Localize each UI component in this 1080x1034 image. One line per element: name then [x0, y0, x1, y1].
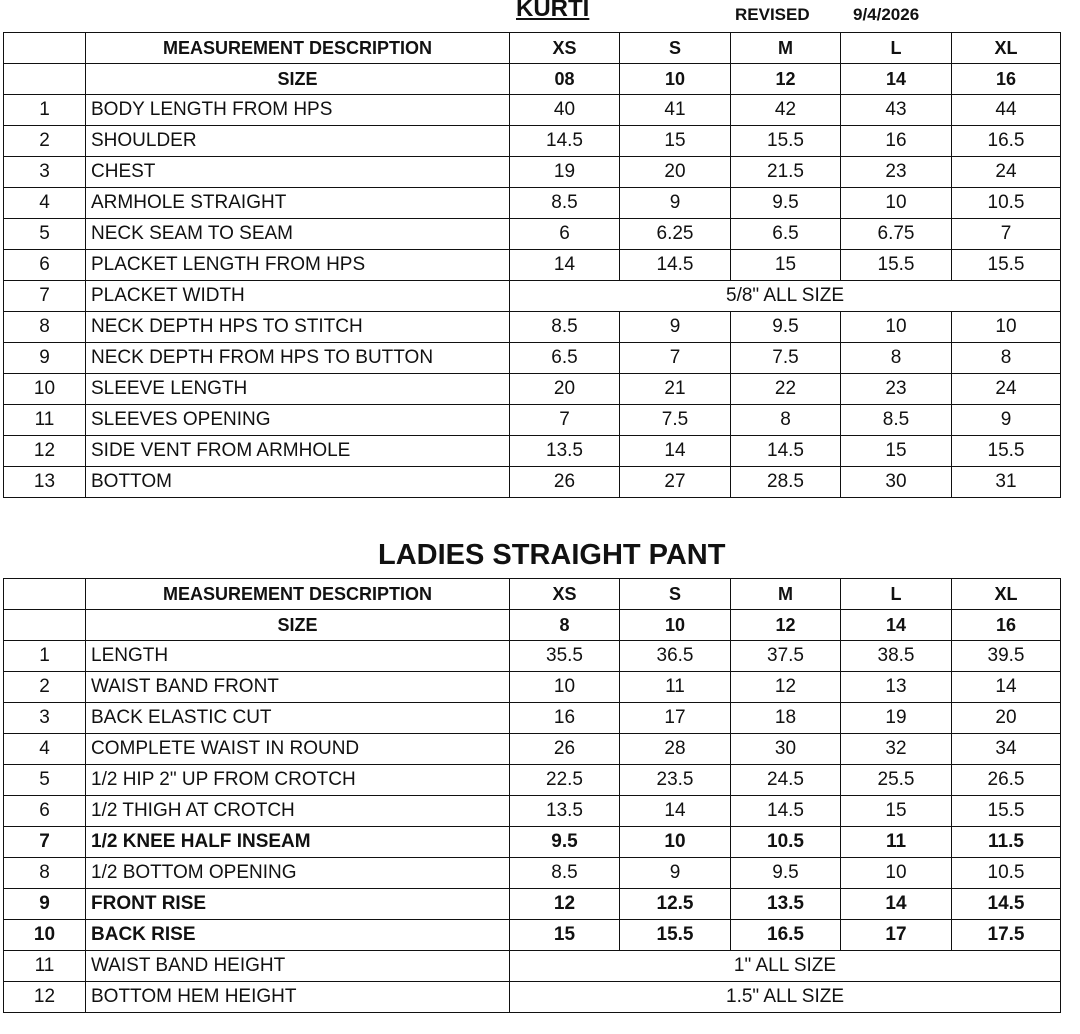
- measurement-value: 19: [510, 157, 620, 188]
- measurement-value: 6.5: [731, 219, 841, 250]
- measurement-value: 16.5: [952, 126, 1061, 157]
- measurement-value: 7.5: [620, 405, 731, 436]
- measurement-value: 10: [620, 827, 731, 858]
- size-number: 10: [620, 64, 731, 95]
- measurement-value: 11: [841, 827, 952, 858]
- table-row: [4, 219, 1061, 250]
- measurement-value: 6.5: [510, 343, 620, 374]
- row-number: 6: [4, 250, 86, 281]
- measurement-description: SHOULDER: [86, 126, 510, 157]
- size-number: 12: [731, 64, 841, 95]
- measurement-value: 24.5: [731, 765, 841, 796]
- measurement-description-header: MEASUREMENT DESCRIPTION: [86, 33, 510, 64]
- measurement-value: 15: [731, 250, 841, 281]
- table-row: [4, 95, 1061, 126]
- measurement-description: PLACKET LENGTH FROM HPS: [86, 250, 510, 281]
- size-number: 14: [841, 610, 952, 641]
- measurement-description: SLEEVE LENGTH: [86, 374, 510, 405]
- measurement-value: 9.5: [731, 188, 841, 219]
- measurement-value: 10: [952, 312, 1061, 343]
- measurement-description: 1/2 BOTTOM OPENING: [86, 858, 510, 889]
- row-number: 7: [4, 827, 86, 858]
- measurement-value: 14: [620, 436, 731, 467]
- measurement-description: BOTTOM: [86, 467, 510, 498]
- measurement-value: 43: [841, 95, 952, 126]
- measurement-description: PLACKET WIDTH: [86, 281, 510, 312]
- table-row: [4, 126, 1061, 157]
- size-number: 10: [620, 610, 731, 641]
- blank-cell: [4, 610, 86, 641]
- blank-cell: [4, 579, 86, 610]
- row-number: 4: [4, 188, 86, 219]
- measurement-value: 17.5: [952, 920, 1061, 951]
- measurement-value: 8.5: [510, 858, 620, 889]
- measurement-value: 13.5: [731, 889, 841, 920]
- size-label: SIZE: [86, 64, 510, 95]
- size-number: 8: [510, 610, 620, 641]
- measurement-value: 8: [841, 343, 952, 374]
- measurement-value: 8: [952, 343, 1061, 374]
- measurement-description: 1/2 THIGH AT CROTCH: [86, 796, 510, 827]
- row-number: 2: [4, 672, 86, 703]
- table-row: [4, 889, 1061, 920]
- measurement-value: 22: [731, 374, 841, 405]
- measurement-value: 14: [620, 796, 731, 827]
- row-number: 12: [4, 436, 86, 467]
- row-number: 13: [4, 467, 86, 498]
- size-number: 16: [952, 64, 1061, 95]
- measurement-value: 10.5: [952, 188, 1061, 219]
- measurement-value: 10.5: [731, 827, 841, 858]
- row-number: 5: [4, 219, 86, 250]
- row-number: 8: [4, 312, 86, 343]
- measurement-description: 1/2 KNEE HALF INSEAM: [86, 827, 510, 858]
- measurement-value: 20: [620, 157, 731, 188]
- all-size-value: 1.5" ALL SIZE: [510, 982, 1061, 1013]
- measurement-value: 23: [841, 157, 952, 188]
- measurement-value: 7: [620, 343, 731, 374]
- measurement-value: 8: [731, 405, 841, 436]
- header-row-size-numbers: [4, 610, 1061, 641]
- row-number: 10: [4, 920, 86, 951]
- measurement-value: 27: [620, 467, 731, 498]
- measurement-value: 15.5: [952, 436, 1061, 467]
- revised-date: 9/4/2026: [853, 5, 920, 24]
- measurement-value: 26.5: [952, 765, 1061, 796]
- measurement-value: 8.5: [510, 312, 620, 343]
- measurement-value: 15: [841, 436, 952, 467]
- measurement-value: 39.5: [952, 641, 1061, 672]
- table-row: [4, 641, 1061, 672]
- measurement-value: 22.5: [510, 765, 620, 796]
- measurement-value: 41: [620, 95, 731, 126]
- measurement-description: BODY LENGTH FROM HPS: [86, 95, 510, 126]
- table-row: [4, 467, 1061, 498]
- measurement-value: 13.5: [510, 436, 620, 467]
- size-number: 14: [841, 64, 952, 95]
- measurement-description: LENGTH: [86, 641, 510, 672]
- row-number: 3: [4, 157, 86, 188]
- measurement-value: 11: [620, 672, 731, 703]
- row-number: 12: [4, 982, 86, 1013]
- size-header-xl: XL: [952, 579, 1061, 610]
- measurement-description: NECK DEPTH HPS TO STITCH: [86, 312, 510, 343]
- measurement-description: WAIST BAND HEIGHT: [86, 951, 510, 982]
- measurement-value: 15.5: [952, 250, 1061, 281]
- measurement-value: 12.5: [620, 889, 731, 920]
- measurement-value: 15.5: [731, 126, 841, 157]
- measurement-value: 35.5: [510, 641, 620, 672]
- measurement-value: 9: [620, 858, 731, 889]
- size-header-s: S: [620, 579, 731, 610]
- size-header-l: L: [841, 33, 952, 64]
- measurement-value: 6: [510, 219, 620, 250]
- measurement-value: 7: [510, 405, 620, 436]
- measurement-value: 12: [510, 889, 620, 920]
- measurement-value: 23: [841, 374, 952, 405]
- measurement-value: 10.5: [952, 858, 1061, 889]
- measurement-value: 14.5: [731, 436, 841, 467]
- measurement-value: 6.75: [841, 219, 952, 250]
- row-number: 11: [4, 405, 86, 436]
- table-row: [4, 436, 1061, 467]
- table-row: [4, 157, 1061, 188]
- measurement-description: SLEEVES OPENING: [86, 405, 510, 436]
- size-header-s: S: [620, 33, 731, 64]
- revised-label: REVISED: [735, 5, 810, 24]
- measurement-value: 14: [841, 889, 952, 920]
- table-row: [4, 920, 1061, 951]
- measurement-value: 28: [620, 734, 731, 765]
- measurement-value: 12: [731, 672, 841, 703]
- measurement-value: 15: [620, 126, 731, 157]
- measurement-value: 40: [510, 95, 620, 126]
- row-number: 3: [4, 703, 86, 734]
- table-row: [4, 343, 1061, 374]
- table-row: [4, 951, 1061, 982]
- header-row-sizes: [4, 33, 1061, 64]
- measurement-description-header: MEASUREMENT DESCRIPTION: [86, 579, 510, 610]
- measurement-description: BOTTOM HEM HEIGHT: [86, 982, 510, 1013]
- row-number: 8: [4, 858, 86, 889]
- measurement-value: 15.5: [841, 250, 952, 281]
- row-number: 6: [4, 796, 86, 827]
- measurement-value: 11.5: [952, 827, 1061, 858]
- measurement-value: 14: [510, 250, 620, 281]
- measurement-value: 16: [841, 126, 952, 157]
- measurement-value: 38.5: [841, 641, 952, 672]
- measurement-value: 17: [841, 920, 952, 951]
- measurement-description: 1/2 HIP 2" UP FROM CROTCH: [86, 765, 510, 796]
- measurement-value: 15.5: [620, 920, 731, 951]
- table-row: [4, 734, 1061, 765]
- measurement-value: 26: [510, 467, 620, 498]
- measurement-value: 13.5: [510, 796, 620, 827]
- measurement-value: 18: [731, 703, 841, 734]
- measurement-value: 26: [510, 734, 620, 765]
- row-number: 9: [4, 889, 86, 920]
- size-number: 16: [952, 610, 1061, 641]
- measurement-value: 9.5: [510, 827, 620, 858]
- measurement-value: 8.5: [510, 188, 620, 219]
- measurement-value: 21.5: [731, 157, 841, 188]
- measurement-value: 28.5: [731, 467, 841, 498]
- measurement-value: 15: [841, 796, 952, 827]
- measurement-value: 30: [731, 734, 841, 765]
- measurement-value: 14: [952, 672, 1061, 703]
- size-header-xl: XL: [952, 33, 1061, 64]
- measurement-value: 24: [952, 157, 1061, 188]
- measurement-value: 37.5: [731, 641, 841, 672]
- row-number: 10: [4, 374, 86, 405]
- measurement-value: 44: [952, 95, 1061, 126]
- table-row: [4, 858, 1061, 889]
- blank-cell: [4, 33, 86, 64]
- measurement-description: BACK ELASTIC CUT: [86, 703, 510, 734]
- table-row: [4, 672, 1061, 703]
- measurement-value: 9: [620, 312, 731, 343]
- row-number: 5: [4, 765, 86, 796]
- row-number: 2: [4, 126, 86, 157]
- table-row: [4, 312, 1061, 343]
- measurement-value: 9.5: [731, 858, 841, 889]
- blank-cell: [4, 64, 86, 95]
- measurement-value: 21: [620, 374, 731, 405]
- size-header-xs: XS: [510, 33, 620, 64]
- size-number: 08: [510, 64, 620, 95]
- size-header-m: M: [731, 579, 841, 610]
- measurement-description: NECK SEAM TO SEAM: [86, 219, 510, 250]
- measurement-value: 7.5: [731, 343, 841, 374]
- table-row: [4, 405, 1061, 436]
- measurement-description: SIDE VENT FROM ARMHOLE: [86, 436, 510, 467]
- measurement-value: 32: [841, 734, 952, 765]
- measurement-value: 9: [952, 405, 1061, 436]
- measurement-value: 10: [841, 312, 952, 343]
- measurement-value: 23.5: [620, 765, 731, 796]
- pant-spec-table: [3, 578, 1061, 1013]
- measurement-value: 34: [952, 734, 1061, 765]
- measurement-description: BACK RISE: [86, 920, 510, 951]
- pant-title: LADIES STRAIGHT PANT: [378, 539, 726, 571]
- measurement-value: 10: [841, 188, 952, 219]
- measurement-value: 16.5: [731, 920, 841, 951]
- measurement-value: 7: [952, 219, 1061, 250]
- measurement-description: NECK DEPTH FROM HPS TO BUTTON: [86, 343, 510, 374]
- all-size-value: 1" ALL SIZE: [510, 951, 1061, 982]
- measurement-value: 14.5: [620, 250, 731, 281]
- measurement-value: 10: [841, 858, 952, 889]
- row-number: 1: [4, 95, 86, 126]
- measurement-value: 8.5: [841, 405, 952, 436]
- size-header-m: M: [731, 33, 841, 64]
- header-row-size-numbers: [4, 64, 1061, 95]
- row-number: 9: [4, 343, 86, 374]
- measurement-description: WAIST BAND FRONT: [86, 672, 510, 703]
- table-row: [4, 982, 1061, 1013]
- table-row: [4, 374, 1061, 405]
- measurement-value: 20: [952, 703, 1061, 734]
- measurement-value: 16: [510, 703, 620, 734]
- measurement-value: 9: [620, 188, 731, 219]
- measurement-value: 19: [841, 703, 952, 734]
- all-size-value: 5/8" ALL SIZE: [510, 281, 1061, 312]
- measurement-value: 42: [731, 95, 841, 126]
- measurement-description: COMPLETE WAIST IN ROUND: [86, 734, 510, 765]
- measurement-value: 31: [952, 467, 1061, 498]
- measurement-value: 6.25: [620, 219, 731, 250]
- size-header-xs: XS: [510, 579, 620, 610]
- table-row: [4, 250, 1061, 281]
- measurement-description: FRONT RISE: [86, 889, 510, 920]
- table-row: [4, 281, 1061, 312]
- measurement-value: 15: [510, 920, 620, 951]
- table-row: [4, 765, 1061, 796]
- table-row: [4, 188, 1061, 219]
- row-number: 1: [4, 641, 86, 672]
- row-number: 7: [4, 281, 86, 312]
- row-number: 11: [4, 951, 86, 982]
- measurement-value: 30: [841, 467, 952, 498]
- row-number: 4: [4, 734, 86, 765]
- kurti-title: KURTI: [516, 0, 590, 22]
- measurement-value: 10: [510, 672, 620, 703]
- measurement-value: 14.5: [731, 796, 841, 827]
- measurement-value: 20: [510, 374, 620, 405]
- measurement-value: 15.5: [952, 796, 1061, 827]
- header-row-sizes: [4, 579, 1061, 610]
- table-row: [4, 703, 1061, 734]
- measurement-value: 24: [952, 374, 1061, 405]
- measurement-description: ARMHOLE STRAIGHT: [86, 188, 510, 219]
- measurement-value: 9.5: [731, 312, 841, 343]
- measurement-value: 13: [841, 672, 952, 703]
- size-header-l: L: [841, 579, 952, 610]
- size-number: 12: [731, 610, 841, 641]
- table-row: [4, 796, 1061, 827]
- kurti-spec-table: [3, 32, 1061, 498]
- size-label: SIZE: [86, 610, 510, 641]
- table-row: [4, 827, 1061, 858]
- measurement-description: CHEST: [86, 157, 510, 188]
- measurement-value: 14.5: [952, 889, 1061, 920]
- measurement-value: 14.5: [510, 126, 620, 157]
- measurement-value: 17: [620, 703, 731, 734]
- measurement-value: 25.5: [841, 765, 952, 796]
- measurement-value: 36.5: [620, 641, 731, 672]
